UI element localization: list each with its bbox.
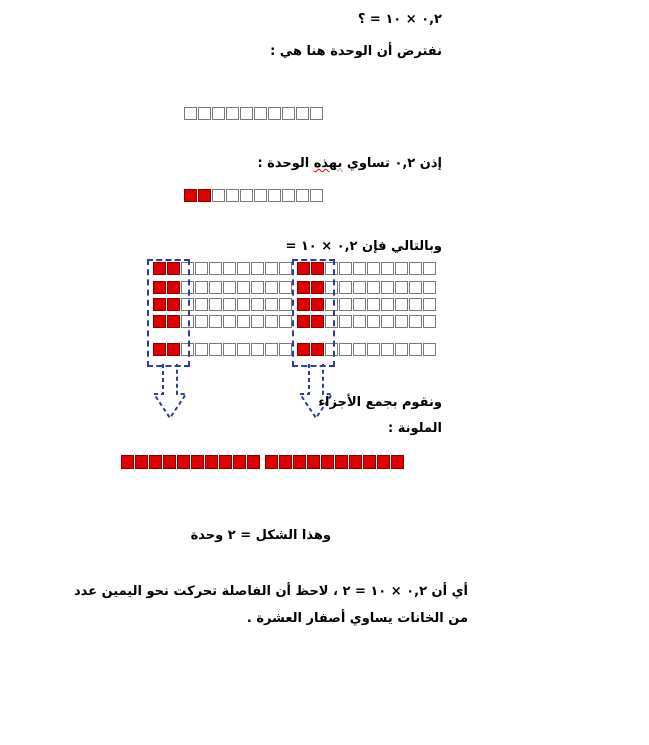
grid-cell xyxy=(381,262,394,275)
bar-cell xyxy=(205,455,218,469)
grid-cell xyxy=(223,298,236,311)
bar-cell xyxy=(293,455,306,469)
grid-cell xyxy=(223,343,236,356)
grid-cell xyxy=(265,281,278,294)
bar-cell xyxy=(335,455,348,469)
bar-cell xyxy=(177,455,190,469)
red-bar-right xyxy=(265,455,405,469)
grid-cell xyxy=(265,298,278,311)
grid-cell xyxy=(339,262,352,275)
bar-cell xyxy=(149,455,162,469)
grid-cell xyxy=(223,315,236,328)
grid-cell xyxy=(226,189,239,202)
grid-cell xyxy=(223,281,236,294)
grid-cell xyxy=(310,189,323,202)
sum-text-line1: ونقوم بجمع الأجزاء xyxy=(318,395,442,410)
grid-cell xyxy=(251,343,264,356)
bar-cell xyxy=(135,455,148,469)
fraction-text xyxy=(257,156,442,172)
conclusion-line1: أي أن ٠,٢ × ١٠ = ٢ ، لاحظ أن الفاصلة تحركت نحو اليمين عدد xyxy=(74,584,468,599)
grid-cell xyxy=(209,262,222,275)
grid-cell xyxy=(367,343,380,356)
grid-cell xyxy=(265,343,278,356)
grid-cell xyxy=(198,189,211,202)
grid-cell xyxy=(209,315,222,328)
grid-cell xyxy=(395,262,408,275)
grid-cell xyxy=(265,262,278,275)
grid-cell xyxy=(226,107,239,120)
grid-cell xyxy=(212,107,225,120)
grid-cell xyxy=(195,281,208,294)
grid-cell xyxy=(254,189,267,202)
grid-cell xyxy=(184,107,197,120)
grid-cell xyxy=(353,262,366,275)
grid-cell xyxy=(367,315,380,328)
grid-cell xyxy=(409,262,422,275)
grid-cell xyxy=(237,315,250,328)
fraction-grid xyxy=(184,189,324,203)
grid-cell xyxy=(251,298,264,311)
unit-grid xyxy=(184,107,324,121)
grid-cell xyxy=(367,262,380,275)
grid-cell xyxy=(395,281,408,294)
grid-cell xyxy=(251,262,264,275)
grid-cell xyxy=(265,315,278,328)
grid-cell xyxy=(395,315,408,328)
grid-cell xyxy=(395,343,408,356)
sum-text-line2: الملونة : xyxy=(388,421,442,436)
fraction-text-suffix: الوحدة : xyxy=(257,156,314,171)
grid-cell xyxy=(381,298,394,311)
grid-cell xyxy=(279,343,292,356)
grid-cell xyxy=(251,281,264,294)
grid-cell xyxy=(209,298,222,311)
grid-cell xyxy=(209,343,222,356)
grid-cell xyxy=(409,281,422,294)
grid-cell xyxy=(254,107,267,120)
grid-cell xyxy=(237,281,250,294)
bar-cell xyxy=(191,455,204,469)
grid-cell xyxy=(381,343,394,356)
grid-cell xyxy=(195,262,208,275)
grid-cell xyxy=(409,298,422,311)
bar-cell xyxy=(265,455,278,469)
left-dashed-box xyxy=(147,259,190,367)
grid-cell xyxy=(339,343,352,356)
grid-cell xyxy=(423,315,436,328)
grid-cell xyxy=(339,281,352,294)
assume-unit-text: نفترض أن الوحدة هنا هي : xyxy=(270,44,442,59)
grid-cell xyxy=(195,315,208,328)
bar-cell xyxy=(163,455,176,469)
grid-cell xyxy=(279,262,292,275)
grid-cell xyxy=(240,107,253,120)
grid-cell xyxy=(367,281,380,294)
grid-cell xyxy=(381,281,394,294)
bar-cell xyxy=(377,455,390,469)
fraction-text-prefix: إذن ٠,٢ تساوي xyxy=(342,156,442,171)
grid-cell xyxy=(353,343,366,356)
grid-cell xyxy=(195,343,208,356)
grid-cell xyxy=(237,262,250,275)
bar-cell xyxy=(321,455,334,469)
grid-cell xyxy=(240,189,253,202)
grid-cell xyxy=(423,262,436,275)
grid-cell xyxy=(296,107,309,120)
grid-cell xyxy=(367,298,380,311)
grid-cell xyxy=(268,189,281,202)
left-down-arrow-icon xyxy=(150,364,190,424)
shape-equals-text: وهذا الشكل = ٢ وحدة xyxy=(190,528,331,543)
grid-cell xyxy=(195,298,208,311)
grid-cell xyxy=(279,298,292,311)
grid-cell xyxy=(279,315,292,328)
grid-cell xyxy=(282,107,295,120)
bar-cell xyxy=(121,455,134,469)
grid-cell xyxy=(339,315,352,328)
bar-cell xyxy=(219,455,232,469)
bar-cell xyxy=(233,455,246,469)
grid-cell xyxy=(237,343,250,356)
fraction-text-squiggle: بهذه xyxy=(313,156,343,171)
grid-cell xyxy=(296,189,309,202)
grid-cell xyxy=(353,281,366,294)
grid-cell xyxy=(423,281,436,294)
bar-cell xyxy=(391,455,404,469)
grid-cell xyxy=(381,315,394,328)
grid-cell xyxy=(409,315,422,328)
grid-cell xyxy=(353,315,366,328)
right-dashed-box xyxy=(292,259,335,367)
right-down-arrow-icon xyxy=(296,364,336,424)
grid-cell xyxy=(268,107,281,120)
bar-cell xyxy=(279,455,292,469)
bar-cell xyxy=(363,455,376,469)
grid-cell xyxy=(212,189,225,202)
bar-cell xyxy=(349,455,362,469)
grid-cell xyxy=(198,107,211,120)
bar-cell xyxy=(247,455,260,469)
bar-cell xyxy=(307,455,320,469)
grid-cell xyxy=(423,298,436,311)
grid-cell xyxy=(310,107,323,120)
conclusion-line2: من الخانات يساوي أصفار العشرة . xyxy=(246,611,468,626)
grid-cell xyxy=(423,343,436,356)
grid-cell xyxy=(184,189,197,202)
grid-cell xyxy=(237,298,250,311)
grid-cell xyxy=(279,281,292,294)
grid-cell xyxy=(395,298,408,311)
grid-cell xyxy=(409,343,422,356)
grid-cell xyxy=(251,315,264,328)
grid-cell xyxy=(282,189,295,202)
red-bar-left xyxy=(121,455,261,469)
equation-question: ٠,٢ × ١٠ = ؟ xyxy=(357,12,442,27)
grid-cell xyxy=(339,298,352,311)
therefore-text: وبالتالي فإن ٠,٢ × ١٠ = xyxy=(285,239,442,254)
grid-cell xyxy=(353,298,366,311)
grid-cell xyxy=(223,262,236,275)
grid-cell xyxy=(209,281,222,294)
